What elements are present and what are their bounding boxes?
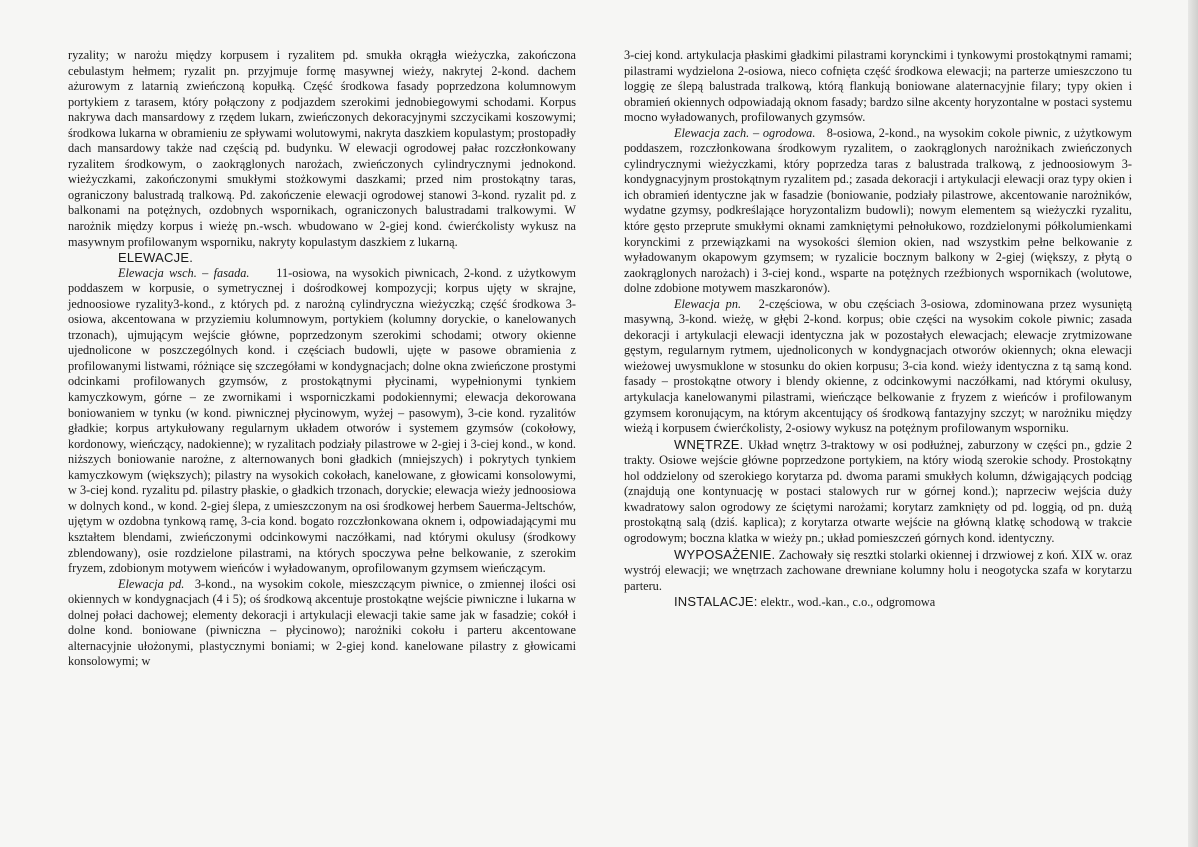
label-wyposazenie: WYPOSAŻENIE. [674, 546, 776, 562]
text-elewacja-wsch: 11-osiowa, na wysokich piwnicach, 2-kond. z użytkowym poddaszem w korpusie, o symetrycznej i dośrodkowej kompozycji; korpus ujęty w skrajne, jednoosiowe ryzality3-kond., z których pd. z narożną cylindryczna wieżyczką; część środkowa 3-osiowa, akcentowana w przyziemiu kolumnowym, portykiem (kolumny doryckie, o kanelowanych trzonach), ujmującym wejście główne, poprzedzonym szerokimi schodami; otwory okienne ujednolicone w poszczególnych kond. i częściach budowli, ujęte w pasowe obramienia z profilowanymi listwami, różniące się szczegółami w kondygnacjach; dolne okna zwieńczone prostymi odcinkami profilowanych gzymsów, z prostokątnymi płycinami, wypełnionymi tynkiem kamyczkowym, górne – ze zwornikami i wsporniczkami podokiennymi; elewacja dekorowana boniowaniem w tynku (w kond. piwnicznej płycinowym, wyżej – pasowym), 3-cie kond. ryzalitów gładkie; korpus artykułowany regularnym układem otworów i systemem gzymsów (cokołowy, kordonowy, wieńczący, nadokienne); w ryzalitach podziały pilastrowe w 2-giej i 3-ciej kond., w kond. niższych boniowanie narożne, z alternowanych boni gładkich (mniejszych) i pokrytych tynkiem kamyczkowym (większych); pilastry na wysokich cokołach, kanelowane, z głowicami konsolowymi, w 3-ciej kond. ryzalitu pd. pilastry płaskie, o gładkich trzonach, doryckie; elewacja wieży jednoosiowa w dolnych kond., w kond. 2-giej ślepa, z umieszczonym na osi środkowej herbem Sauerma-Jeltschów, ujętym w ozdobna tynkową ramę, 3-cia kond. bogato rozczłonkowana oknem i, odpowiadającymi mu kształtem blendami, zwieńczonymi odcinkowymi naczółkami, nad którymi okulusy (środkowy zblendowany), osie rozdzielone pilastrami, na których spoczywa pełne belkowanie, z szerokim fryzem, zdobionym motywem wieńców i wyładowanym, oprofilowanym gzymsem wieńczącym. [68, 265, 576, 576]
scan-edge-shadow [1188, 0, 1198, 847]
paragraph-right-continuation: 3-ciej kond. artykulacja płaskimi gładkimi pilastrami korynckimi i tynkowymi prostokątnymi ramami; pilastrami wydzielona 2-osiowa, nieco cofnięta część środkowa elewacji; na parterze umieszczono tu loggię ze ślepą balustrada tralkową, którą flankują boniowane alaternacyjnie filary; typy okien i obramień okiennych odpowiadają oknom fasady; bardzo silne akcenty horyzontalne w postaci systemu mocno wyładowanych, profilowanych gzymsów. [624, 48, 1132, 125]
paragraph-wyposazenie [624, 547, 1132, 595]
left-column [68, 48, 576, 670]
text-elewacja-zach: 8-osiowa, 2-kond., na wysokim cokole piwnic, z użytkowym poddaszem, rozczłonkowana środkowym ryzalitem, o zaokrąglonych narożnikach zwieńczonych cylindrycznymi wieżyczkami, który poprzedza taras z balustrada tralkową, z jednoosiowym 3-kondygnacyjnym prostokątnym ryzalitem pd.; zasada dekoracji i artykulacji elewacji oraz typy okien i ich obramień identyczne jak w fasadzie (boniowanie, podziały pilastrowe, akcentowanie narożników, wydatne gzymsy, podkreślające horyzontalizm budowli); nowym elementem są wieżyczki ryzalitu, które gęsto przeprute smukłymi oknami zamkniętymi pełnołukowo, rozdzielonymi półkolumienkami korynckimi z przewiązkami na wysokości ślemion okien, nad wszystkim pełne belkowanie z wyładowanym okapowym gzymsem; w ryzalicie bocznym balkony w 2-giej (większy, z płytą o zaokrąglonych narożach) i 3-ciej kond., wsparte na potężnych rzeźbionych wspornikach (wolutowe, dolne zdobione motywem maszkaronów). [624, 125, 1132, 296]
paragraph-elewacja-wsch [68, 266, 576, 577]
paragraph-left-intro: ryzality; w narożu między korpusem i ryzalitem pd. smukła okrągła wieżyczka, zakończona cebulastym hełmem; ryzalit pn. przyjmuje formę masywnej wieży, nakrytej 2-kond. dachem ażurowym z latarnią zwieńczoną kopułką. Część środkowa fasady poprzedzona kolumnowym portykiem z tarasem, który połączony z podjazdem szerokimi jednobiegowymi schodami. Korpus nakrywa dach mansardowy z rzędem lukarn, zwieńczonych dekoracyjnymi szczycikami koszowymi; środkowa lukarna w obramieniu ze spływami wolutowymi, nakryta daszkiem kopulastym; prostopadły dach mansardowy także nad częścią pd. budynku. W elewacji ogrodowej pałac rozczłonkowany ryzalitem środkowym, o zaokrąglonych narożach, zwieńczonych cylindrycznymi jednokond. wieżyczkami, zakończonymi smukłymi stożkowymi daszkami; przed nim prostokątny taras, ograniczony balustradą tralkową. Pd. zakończenie elewacji ogrodowej stanowi 3-kond. ryzalit pd. z balkonami na potężnych, ozdobnych wspornikach, ograniczonych balustradami tralkowymi. W narożnik między korpus i wieżę pn.-wsch. wbudowano w 2-giej kond. ćwierćkolisty wykusz na masywnym profilowanym wsporniku, nakryty kopulastym daszkiem z lukarną. [68, 48, 576, 249]
label-wnetrze: WNĘTRZE. [674, 436, 744, 452]
paragraph-elewacja-pn [624, 297, 1132, 437]
paragraph-instalacje [624, 594, 1132, 611]
label-elewacja-pd: Elewacja pd. [118, 576, 185, 591]
text-wnetrze: Układ wnętrz 3-traktowy w osi podłużnej, zaburzony w części pn., gdzie 2 trakty. Osiowe wejście główne poprzedzone portykiem, na który wiodą szerokie schody. Prostokątny hol oddzielony od szerokiego korytarza pd. dwoma parami smukłych kolumn, dźwigających podciąg (znajdują one kontynuację w postaci stalowych rur w górnej kond.); naprzeciw wejścia duży kwadratowy salon ogrodowy ze ściętymi narożami; korytarz zamknięty od pd. loggią, od pn. dużą prostokątną salą (dziś. kaplica); z korytarza otwarte wejście na główną klatkę schodową w trakcie ogrodowym; boczna klatka w wieży pn.; układ pomieszczeń górnych kond. identyczny. [624, 437, 1132, 545]
paragraph-elewacja-pd [68, 577, 576, 670]
label-elewacja-zach: Elewacja zach. – ogrodowa. [674, 125, 816, 140]
label-instalacje: INSTALACJE: [674, 594, 758, 610]
right-column [624, 48, 1132, 611]
paragraph-elewacja-zach [624, 126, 1132, 297]
text-wyposazenie: Zachowały się resztki stolarki okiennej i drzwiowej z koń. XIX w. oraz wystrój elewacji; we wnętrzach zachowane drewniane kolumny holu i neogotycka szafa w korytarzu parteru. [624, 547, 1132, 593]
label-elewacja-pn: Elewacja pn. [674, 296, 742, 311]
label-elewacja-wsch: Elewacja wsch. – fasada. [118, 265, 250, 280]
text-elewacja-pn: 2-częściowa, w obu częściach 3-osiowa, zdominowana przez wysuniętą masywną, 3-kond. wieżę, w głębi 2-kond. korpus; obie części na wysokim cokole piwnic; zasada dekoracji i artykulacji elewacji identyczna jak w pozostałych elewacjach; elewacje zrytmizowane gęstym, regularnym rytmem, ujednoliconych w kondygnacjach otworów okiennych; okna elewacji wieżowej uwysmuklone w stosunku do okien korpusu; 3-cia kond. wieży identyczna z tą samą kond. fasady – prostokątne otwory i blendy okienne, z odcinkowymi naczółkami, nad którymi okulusy, artykulacja kanelowanymi pilastrami, wieńczące belkowanie z fryzem z wieńców i profilowanym gzymsem koronującym, na którym akcentujący oś środkową fantazyjny szczyt; w narożniku między wieżą i korpusem ćwierćkolisty, 2-osiowy wykusz na potężnym profilowanym wsporniku. [624, 296, 1132, 436]
section-heading-elewacje: ELEWACJE. [118, 250, 194, 266]
text-elewacja-pd: 3-kond., na wysokim cokole, mieszczącym piwnice, o zmiennej ilości osi okiennych w kondygnacjach (4 i 5); oś środkową akcentuje prostokątne wejście piwniczne i lukarna w dolnej połaci dachowej; elementy dekoracji i artykulacji elewacji takie same jak w fasadzie; cokół i dolne kond. boniowane (piwniczna – płycinowo); narożniki cokołu i parteru akcentowane alternacyjnie ułożonymi, plastycznymi boniami; w 2-giej kond. kanelowane pilastry z głowicami konsolowymi; w [68, 576, 576, 669]
text-instalacje: elektr., wod.-kan., c.o., odgromowa [760, 595, 936, 610]
paragraph-wnetrze [624, 437, 1132, 547]
